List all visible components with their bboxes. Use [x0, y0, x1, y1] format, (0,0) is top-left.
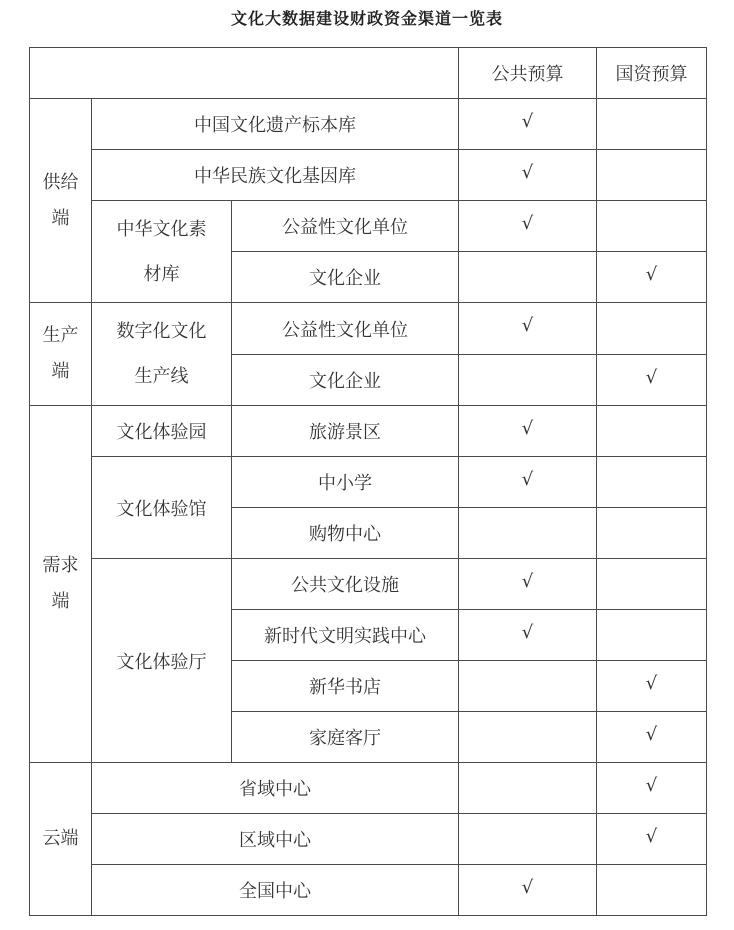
- check-mark: √: [645, 723, 658, 745]
- empty-cell: [459, 661, 597, 712]
- table-row: [30, 201, 707, 252]
- empty-cell: [597, 99, 707, 150]
- table-row: [30, 150, 707, 201]
- empty-cell: [597, 457, 707, 508]
- check-mark: √: [521, 161, 534, 183]
- row-label: 文化企业: [232, 252, 459, 303]
- header-row: [30, 48, 707, 99]
- header-public-budget: 公共预算: [459, 48, 597, 99]
- empty-cell: [459, 355, 597, 406]
- check-mark: √: [521, 570, 534, 592]
- section-label-demand: 需求端: [42, 555, 79, 612]
- empty-cell: [597, 201, 707, 252]
- check-mark: √: [521, 468, 534, 490]
- group-label: 数字化文化生产线: [116, 321, 207, 387]
- table-title: 文化大数据建设财政资金渠道一览表: [230, 9, 503, 28]
- section-label-supply: 供给端: [42, 171, 79, 229]
- empty-cell: [597, 508, 707, 559]
- empty-cell: [459, 508, 597, 559]
- empty-cell: [459, 712, 597, 763]
- empty-cell: [597, 406, 707, 457]
- table-row: [30, 457, 707, 508]
- check-mark: √: [645, 825, 658, 847]
- section-label-cloud: 云端: [30, 763, 92, 916]
- header-state-budget: 国资预算: [597, 48, 707, 99]
- empty-cell: [597, 610, 707, 661]
- empty-cell: [459, 252, 597, 303]
- empty-cell: [597, 303, 707, 355]
- row-label: 中国文化遗产标本库: [92, 99, 459, 150]
- empty-cell: [597, 559, 707, 610]
- row-label: 购物中心: [232, 508, 459, 559]
- row-label: 文化企业: [232, 355, 459, 406]
- check-mark: √: [521, 110, 534, 132]
- group-label: 文化体验厅: [92, 559, 232, 763]
- table-row: [30, 303, 707, 355]
- check-mark: √: [645, 366, 658, 388]
- row-label: 新华书店: [232, 661, 459, 712]
- empty-cell: [459, 814, 597, 865]
- row-label: 新时代文明实践中心: [232, 610, 459, 661]
- row-label: 全国中心: [92, 865, 459, 916]
- empty-cell: [597, 865, 707, 916]
- table-row: [30, 763, 707, 814]
- row-label: 公益性文化单位: [232, 303, 459, 355]
- check-mark: √: [521, 621, 534, 643]
- funding-channel-table: [29, 47, 707, 916]
- group-label: 文化体验园: [92, 406, 232, 457]
- header-blank-cell: [30, 48, 459, 99]
- check-mark: √: [645, 263, 658, 285]
- row-label: 旅游景区: [232, 406, 459, 457]
- row-label: 中华民族文化基因库: [92, 150, 459, 201]
- empty-cell: [597, 150, 707, 201]
- row-label: 公共文化设施: [232, 559, 459, 610]
- check-mark: √: [521, 315, 534, 336]
- table-row: [30, 406, 707, 457]
- check-mark: √: [521, 417, 534, 439]
- check-mark: √: [645, 774, 658, 796]
- empty-cell: [459, 763, 597, 814]
- group-label: 文化体验馆: [92, 457, 232, 559]
- table-row: [30, 865, 707, 916]
- row-label: 区域中心: [92, 814, 459, 865]
- table-row: [30, 99, 707, 150]
- section-label-production: 生产端: [42, 325, 79, 382]
- table-row: [30, 814, 707, 865]
- row-label: 中小学: [232, 457, 459, 508]
- row-label: 省域中心: [92, 763, 459, 814]
- check-mark: √: [521, 212, 534, 234]
- table-row: [30, 559, 707, 610]
- group-label: 中华文化素材库: [116, 218, 207, 285]
- check-mark: √: [521, 876, 534, 898]
- check-mark: √: [645, 672, 658, 694]
- row-label: 家庭客厅: [232, 712, 459, 763]
- row-label: 公益性文化单位: [232, 201, 459, 252]
